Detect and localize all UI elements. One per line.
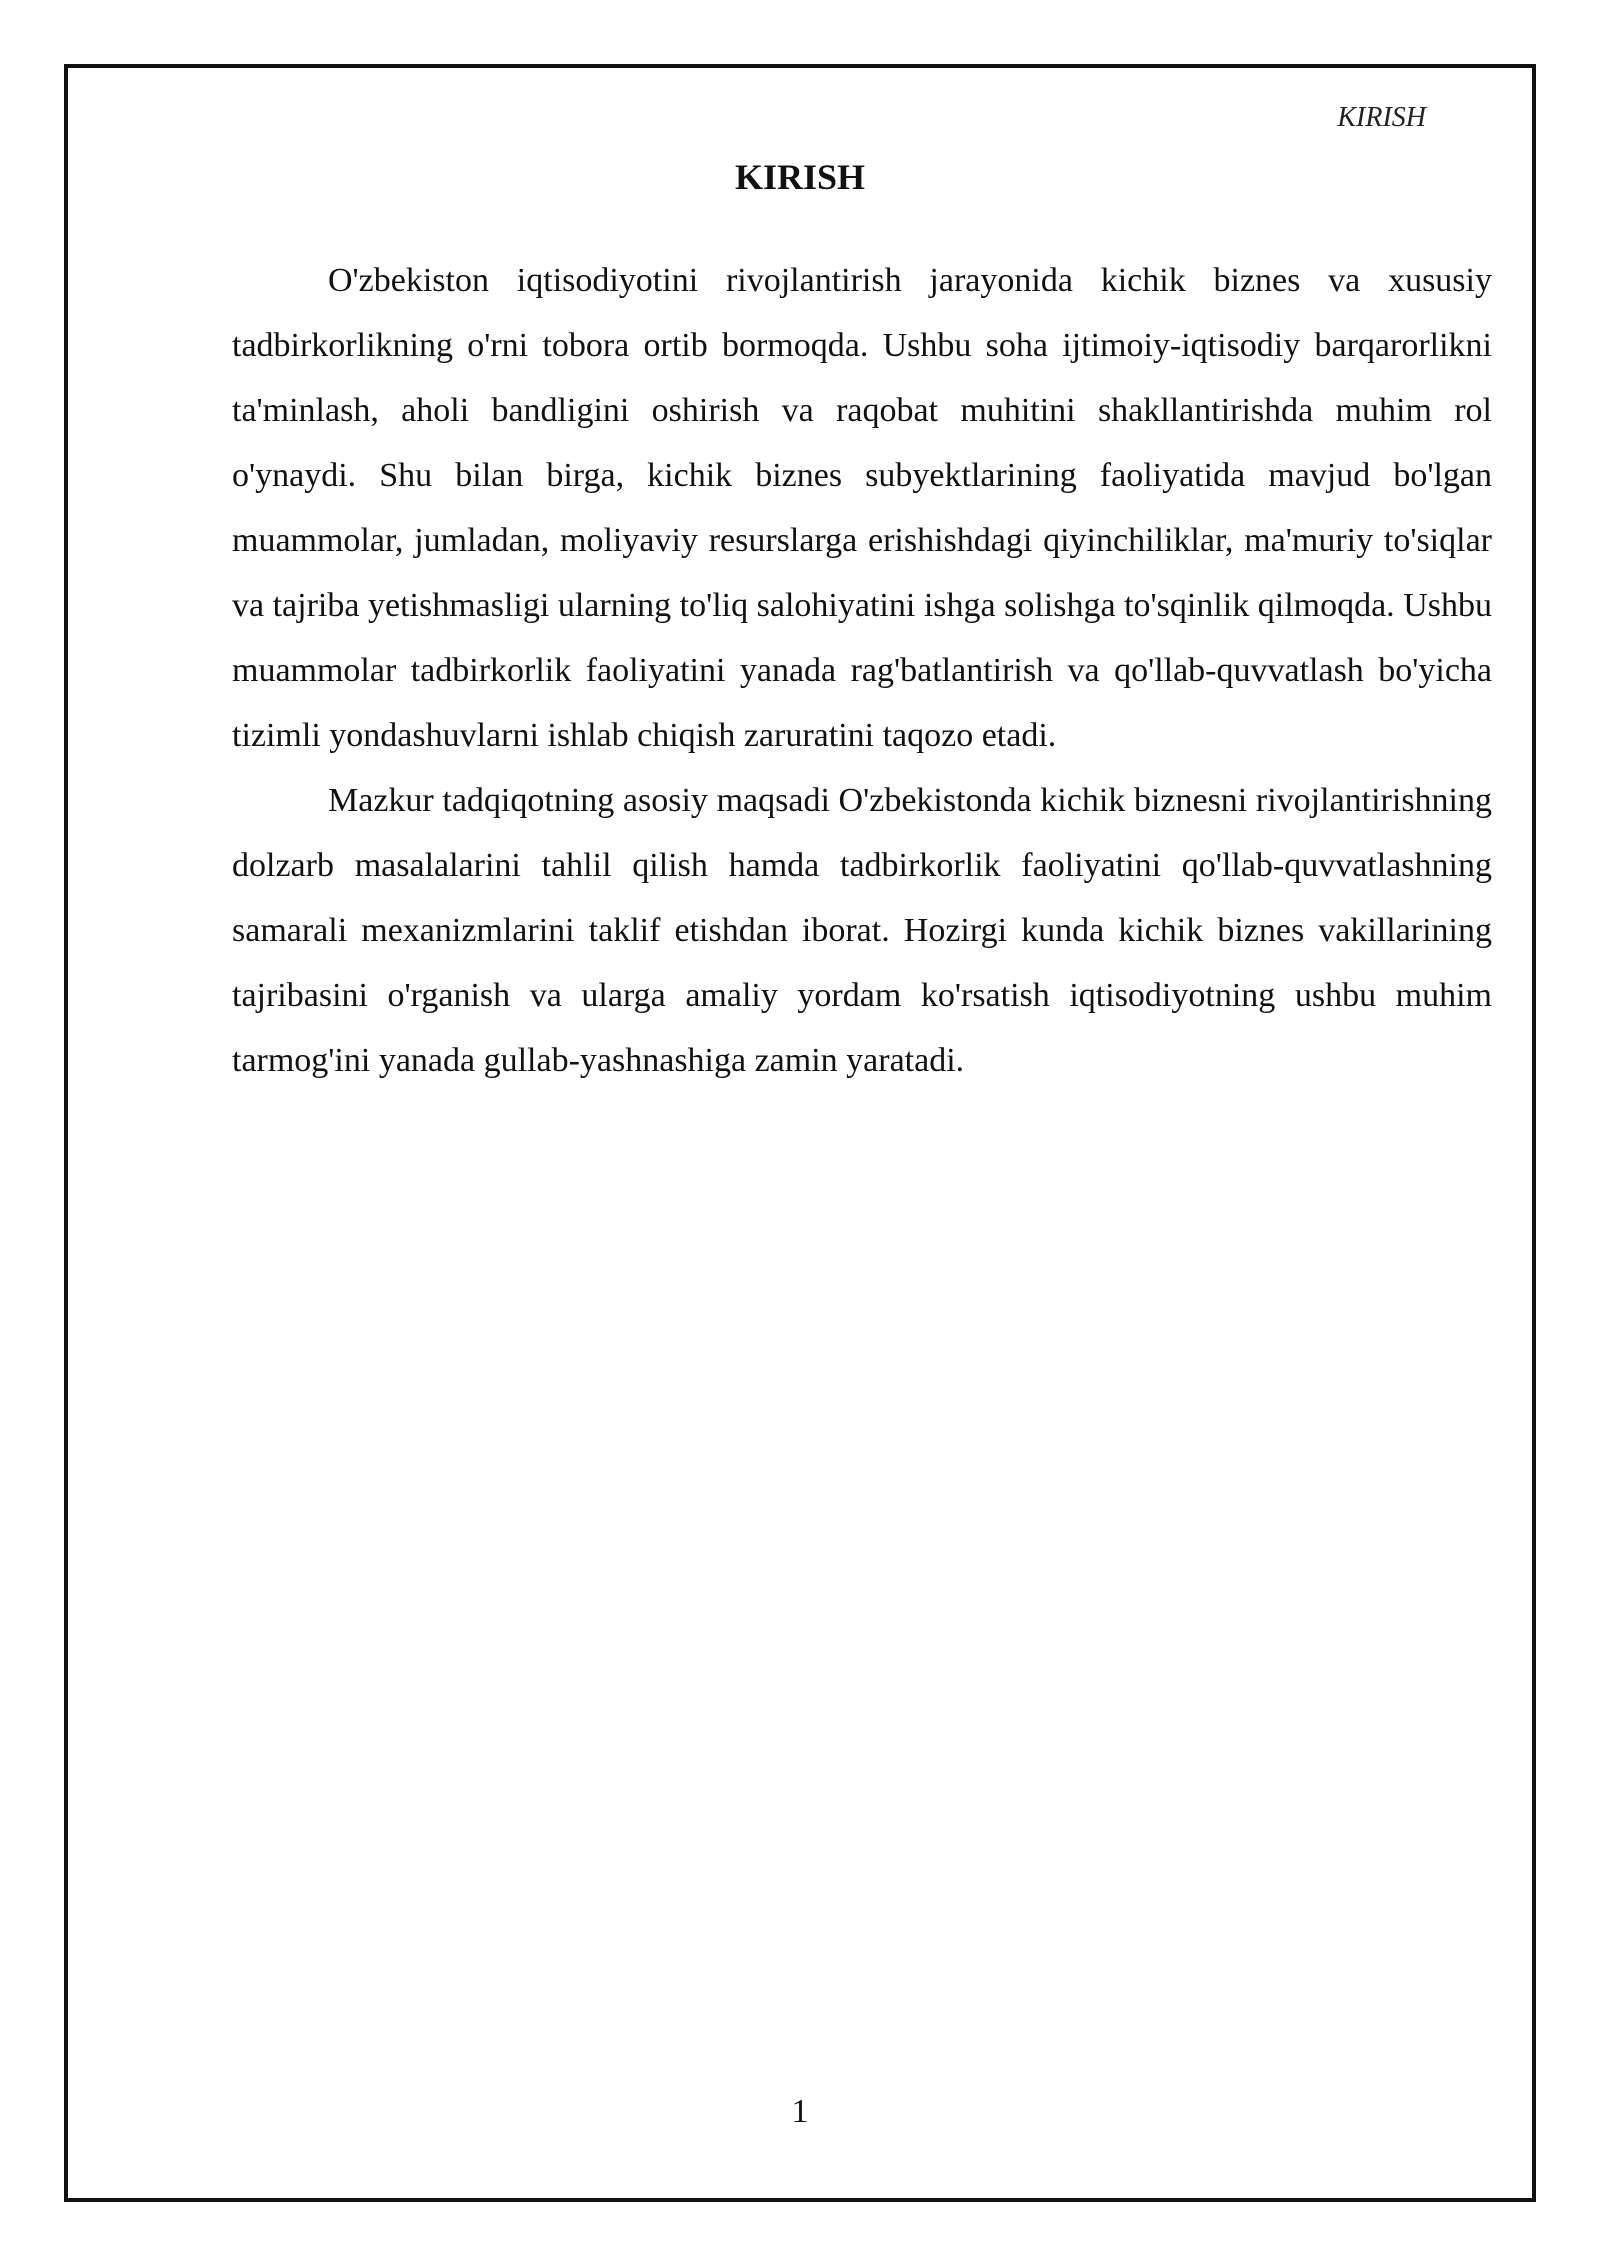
running-header: KIRISH bbox=[1337, 102, 1426, 133]
page-border bbox=[64, 64, 1536, 2202]
paragraph-1: O'zbekiston iqtisodiyotini rivojlantirish jarayonida kichik biznes va xususiy tadbirkorlikning o'rni tobora ortib bormoqda. Ushbu soha ijtimoiy-iqtisodiy barqarorlikni ta'minlash, aholi bandligini oshirish va raqobat muhitini shakllantirishda muhim rol o'ynaydi. Shu bilan birga, kichik biznes subyektlarining faoliyatida mavjud bo'lgan muammolar, jumladan, moliyaviy resurslarga erishishdagi qiyinchiliklar, ma'muriy to'siqlar va tajriba yetishmasligi ularning to'liq salohiyatini ishga solishga to'sqinlik qilmoqda. Ushbu muammolar tadbirkorlik faoliyatini yanada rag'batlantirish va qo'llab-quvvatlash bo'yicha tizimli yondashuvlarni ishlab chiqish zaruratini taqozo etadi. bbox=[232, 262, 1492, 754]
paragraph-2: Mazkur tadqiqotning asosiy maqsadi O'zbekistonda kichik biznesni rivojlantirishning dolzarb masalalarini tahlil qilish hamda tadbirkorlik faoliyatini qo'llab-quvvatlashning samarali mexanizmlarini taklif etishdan iborat. Hozirgi kunda kichik biznes vakillarining tajribasini o'rganish va ularga amaliy yordam ko'rsatish iqtisodiyotning ushbu muhim tarmog'ini yanada gullab-yashnashiga zamin yaratadi. bbox=[232, 782, 1492, 1079]
body-text bbox=[232, 248, 1492, 1093]
page-title: KIRISH bbox=[734, 157, 866, 197]
page-number: 1 bbox=[791, 2093, 809, 2130]
